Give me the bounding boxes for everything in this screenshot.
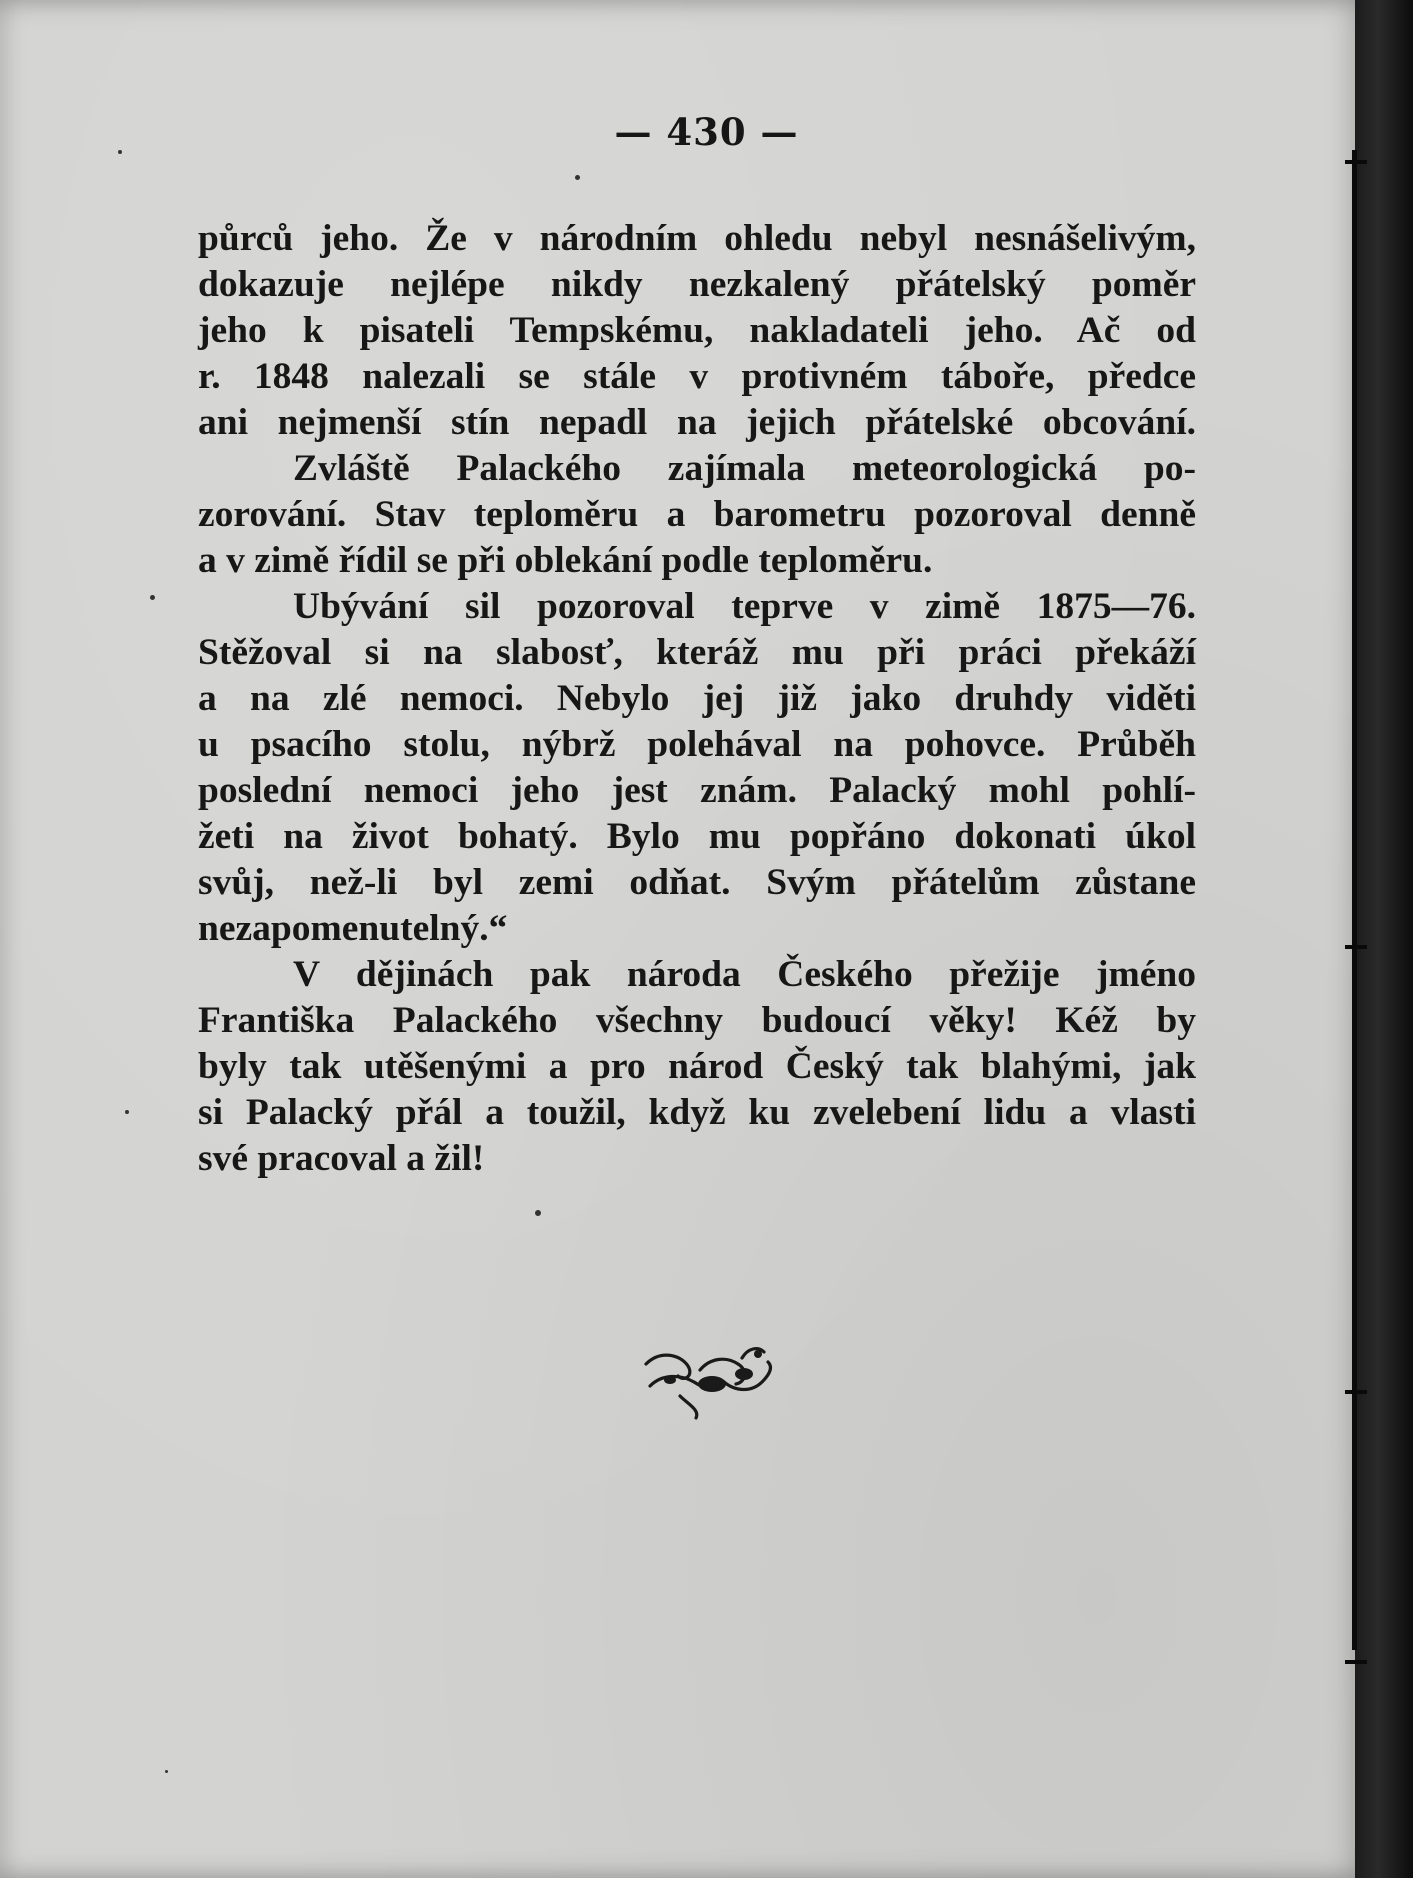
- scan-speck: [165, 1770, 168, 1773]
- text-line: zorování. Stav teploměru a barometru pozoroval denně: [198, 494, 1196, 535]
- spine-stitch: [1345, 1660, 1367, 1664]
- text-line: a na zlé nemoci. Nebylo jej již jako druhdy viděti: [198, 678, 1196, 719]
- page-number: — 430 —: [614, 110, 799, 154]
- text-line: Ubývání sil pozoroval teprve v zimě 1875—76.: [293, 586, 1196, 627]
- floral-vignette-icon: [640, 1340, 780, 1420]
- scan-speck: [150, 595, 155, 600]
- text-line: jeho k pisateli Tempskému, nakladateli jeho. Ač od: [198, 310, 1196, 351]
- text-line: Zvláště Palackého zajímala meteorologická po-: [293, 448, 1196, 489]
- text-line: u psacího stolu, nýbrž polehával na pohovce. Průběh: [198, 724, 1196, 765]
- spine-edge: [1352, 150, 1357, 1650]
- text-line: si Palacký přál a toužil, když ku zvelebení lidu a vlasti: [198, 1092, 1196, 1133]
- spine-stitch: [1345, 160, 1367, 164]
- text-line: poslední nemoci jeho jest znám. Palacký mohl pohlí-: [198, 770, 1196, 811]
- scan-speck: [535, 1210, 541, 1216]
- text-line: byly tak utěšenými a pro národ Český tak blahými, jak: [198, 1046, 1196, 1087]
- scan-speck: [575, 175, 580, 180]
- text-line: žeti na život bohatý. Bylo mu popřáno dokonati úkol: [198, 816, 1196, 857]
- book-spine: [1355, 0, 1413, 1878]
- scan-speck: [125, 1110, 129, 1114]
- scan-speck: [118, 150, 122, 154]
- text-line: Stěžoval si na slabosť, kteráž mu při práci překáží: [198, 632, 1196, 673]
- text-line: své pracoval a žil!: [198, 1138, 485, 1179]
- text-line: V dějinách pak národa Českého přežije jméno: [293, 954, 1196, 995]
- text-line: Františka Palackého všechny budoucí věky! Kéž by: [198, 1000, 1196, 1041]
- text-line: nezapomenutelný.“: [198, 908, 508, 949]
- text-line: a v zimě řídil se při oblekání podle teploměru.: [198, 540, 933, 581]
- spine-stitch: [1345, 1390, 1367, 1394]
- text-line: půrců jeho. Že v národním ohledu nebyl nesnášelivým,: [198, 218, 1196, 259]
- body-text: [198, 216, 1196, 1182]
- text-line: dokazuje nejlépe nikdy nezkalený přátelský poměr: [198, 264, 1196, 305]
- text-line: r. 1848 nalezali se stále v protivném táboře, předce: [198, 356, 1196, 397]
- spine-stitch: [1345, 945, 1367, 949]
- text-line: ani nejmenší stín nepadl na jejich přátelské obcování.: [198, 402, 1196, 443]
- text-line: svůj, než-li byl zemi odňat. Svým přátelům zůstane: [198, 862, 1196, 903]
